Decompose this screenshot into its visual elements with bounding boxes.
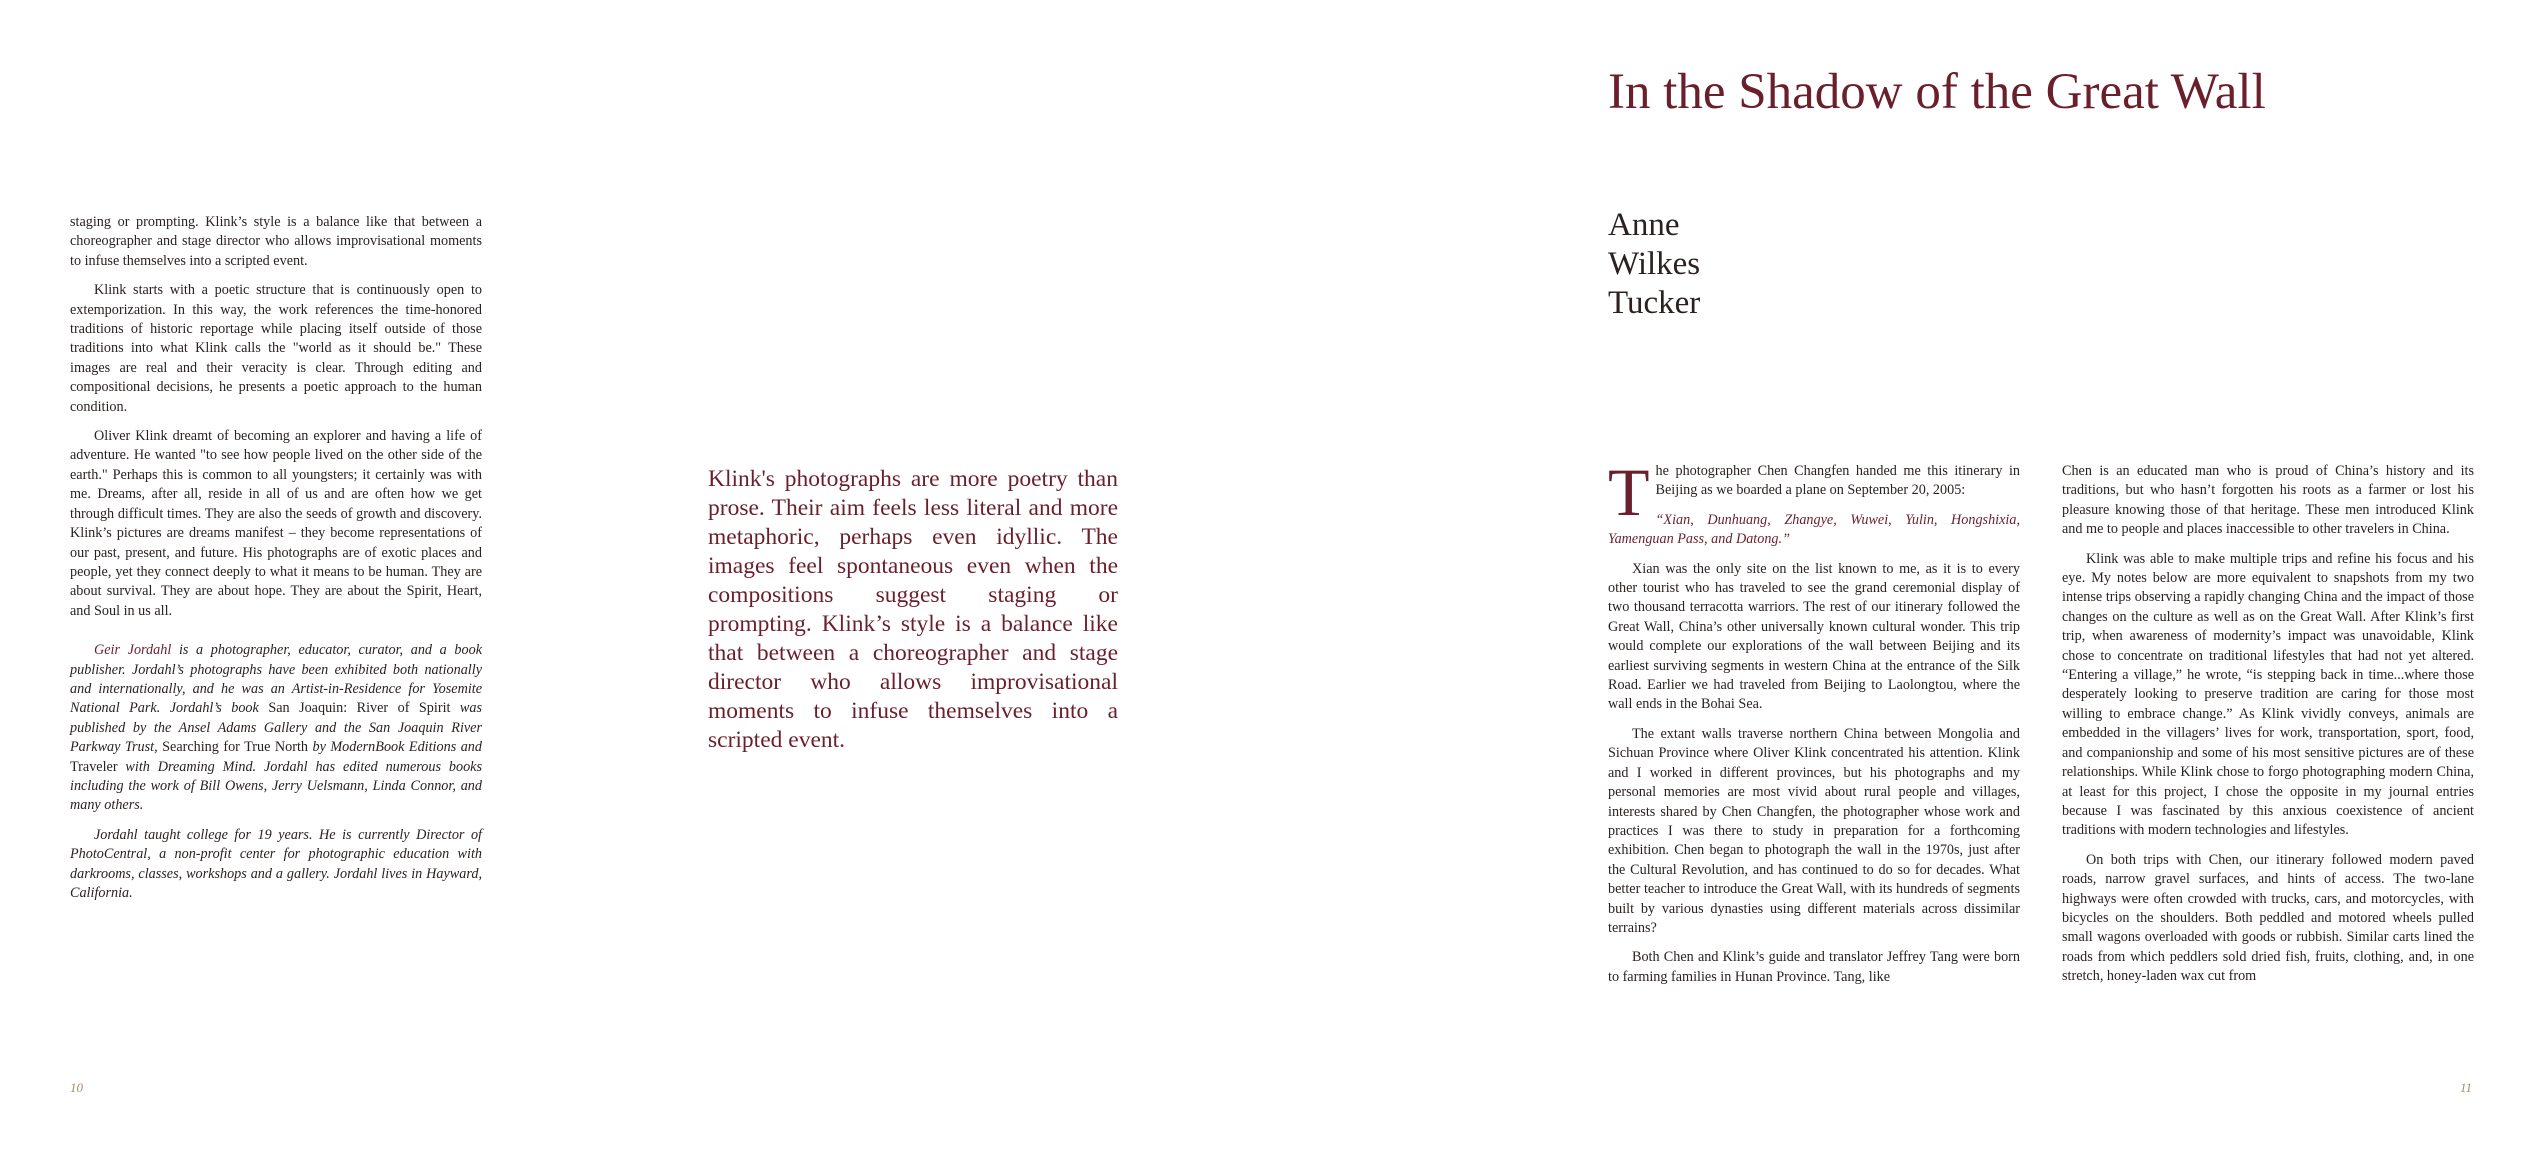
author-first-name: Anne <box>1608 207 1680 243</box>
page-number: 10 <box>70 1080 83 1095</box>
body-paragraph: Oliver Klink dreamt of becoming an explorer and having a life of adventure. He wanted "to see how people lived on the other side of the earth." Perhaps this is common to all youngsters; it certainly was with me. Dreams, after all, reside in all of us and are often how we get through difficult times. They are also the seeds of growth and discovery. Klink’s pictures are dreams manifest – they become representations of our past, present, and future. His photographs are of exotic places and people, yet they connect deeply to what it means to be human. They are about survival. They are about hope. They are about the Spirit, Heart, and Soul in us all. <box>70 428 482 619</box>
bio-text: was published by the Ansel Adams Gallery and the San Joaquin River Parkway Trust, <box>70 700 483 756</box>
book-title: San Joaquin: River of Spirit <box>268 700 451 717</box>
opening-text: he photographer Chen Changfen handed me this itinerary in Beijing as we boarded a plane on September 20, 2005: <box>1655 463 2020 499</box>
body-paragraph: Klink was able to make multiple trips and refine his focus and his eye. My notes below are more equivalent to snapshots from my two intense trips observing a rapidly changing China and the impact of those changes on the culture as well as on the Great Wall. After Klink’s first trip, when awareness of modernity’s impact was unavoidable, Klink chose to concentrate on traditional lifestyles that had not yet altered. “Entering a village,” he wrote, “is stepping back in time...where those desperately looking to preserve tradition are caring for those most willing to embrace change.” As Klink vividly conveys, animals are embedded in the villagers’ lives for work, transportation, sport, food, and companionship and some of his most sensitive pictures are of these relationships. While Klink chose to forgo photographing modern China, at least for this project, I chose the opposite in my journal entries because I was fascinated by this anxious coexistence of ancient traditions with modern technologies and lifestyles. <box>2062 550 2474 839</box>
bio-text: is a photographer, educator, curator, and a book publisher. Jordahl’s photographs have been exhibited both nationally and internationally, and he was an Artist-in-Residence for Yosemite National Park. Jordahl’s book <box>70 642 482 717</box>
right-text-column-1 <box>1608 454 2020 997</box>
bio-text: with Dreaming Mind. Jordahl has edited numerous books including the work of Bill Owens, Jerry Uelsmann, Linda Connor, and many others. <box>70 758 482 814</box>
bio-name: Geir Jordahl <box>94 642 172 659</box>
body-paragraph: On both trips with Chen, our itinerary followed modern paved roads, narrow gravel surfaces, and hints of access. The two-lane highways were often crowded with trucks, cars, and motorcycles, with bicycles on the shoulders. Both peddled and motored wheels pulled small wagons overloaded with goods or rubbish. Similar carts lined the roads from which peddlers sold dried fish, fruits, clothing, and, in one stretch, honey-laden wax cut from <box>2062 851 2474 985</box>
article-title: In the Shadow of the Great Wall <box>1608 64 2266 120</box>
body-paragraph: The extant walls traverse northern China between Mongolia and Sichuan Province where Oliver Klink concentrated his attention. Klink and I worked in different provinces, but his photographs and my personal memories are most vivid about rural people and villages, interests shared by Chen Changfen, the photographer whose work and practices I was there to study in preparation for a forthcoming exhibition. Chen began to photograph the wall in the 1970s, just after the Cultural Revolution, and has continued to do so for decades. What better teacher to introduce the Great Wall, with its hundreds of segments built by various dynasties using different materials across dissimilar terrains? <box>1608 725 2020 936</box>
bio-paragraph <box>70 641 482 816</box>
bio-text: by ModernBook Editions and <box>308 739 482 756</box>
author-name <box>1608 206 1700 323</box>
body-paragraph: Both Chen and Klink’s guide and translator Jeffrey Tang were born to farming families in Hunan Province. Tang, like <box>1608 949 2020 985</box>
author-middle-name: Wilkes <box>1608 246 1701 282</box>
book-title: Searching for True North <box>162 739 308 756</box>
body-paragraph: staging or prompting. Klink’s style is a balance like that between a choreographer and stage director who allows improvisational moments to infuse themselves into a scripted event. <box>70 214 482 269</box>
itinerary-quote: “Xian, Dunhuang, Zhangye, Wuwei, Yulin, Hongshixia, Yamenguan Pass, and Datong.” <box>1608 511 2020 548</box>
right-text-column-2 <box>2062 462 2474 997</box>
author-last-name: Tucker <box>1608 285 1701 321</box>
body-paragraph: Klink starts with a poetic structure that is continuously open to extemporization. In this way, the work references the time-honored traditions of historic reportage while placing itself outside of those traditions into what Klink calls the "world as it should be." These images are real and their veracity is clear. Through editing and compositional decisions, he presents a poetic approach to the human condition. <box>70 282 482 415</box>
body-paragraph: Xian was the only site on the list known to me, as it is to every other tourist who has traveled to see the grand ceremonial display of two thousand terracotta warriors. The rest of our itinerary followed the Great Wall, China’s other universally known cultural wonder. This trip would complete our explorations of the wall between Beijing and its earliest surviving segments in western China at the entrance of the Silk Road. Earlier we had traveled from Beijing to Laolongtou, where the wall ends in the Bohai Sea. <box>1608 560 2020 713</box>
page-number: 11 <box>2460 1080 2473 1095</box>
body-paragraph: Chen is an educated man who is proud of China’s history and its traditions, but who hasn’t forgotten his roots as a farmer or lost his pleasure knowing those of that heritage. These men introduced Klink and me to people and places inaccessible to other travelers in China. <box>2062 463 2474 538</box>
author-bio <box>70 641 482 903</box>
left-text-column <box>70 213 482 913</box>
pull-quote: Klink's photographs are more poetry than prose. Their aim feels less literal and more metaphoric, perhaps even idyllic. The images feel spontaneous even when the compositions suggest staging or prompting. Klink’s style is a balance like that between a choreographer and stage director who allows improvisational moments to infuse themselves into a scripted event. <box>708 466 1118 753</box>
bio-paragraph: Jordahl taught college for 19 years. He is currently Director of PhotoCentral, a non-profit center for photographic education with darkrooms, classes, workshops and a gallery. Jordahl lives in Hayward, California. <box>70 826 482 901</box>
drop-cap: T <box>1608 454 1650 530</box>
book-title: Traveler <box>70 758 118 775</box>
